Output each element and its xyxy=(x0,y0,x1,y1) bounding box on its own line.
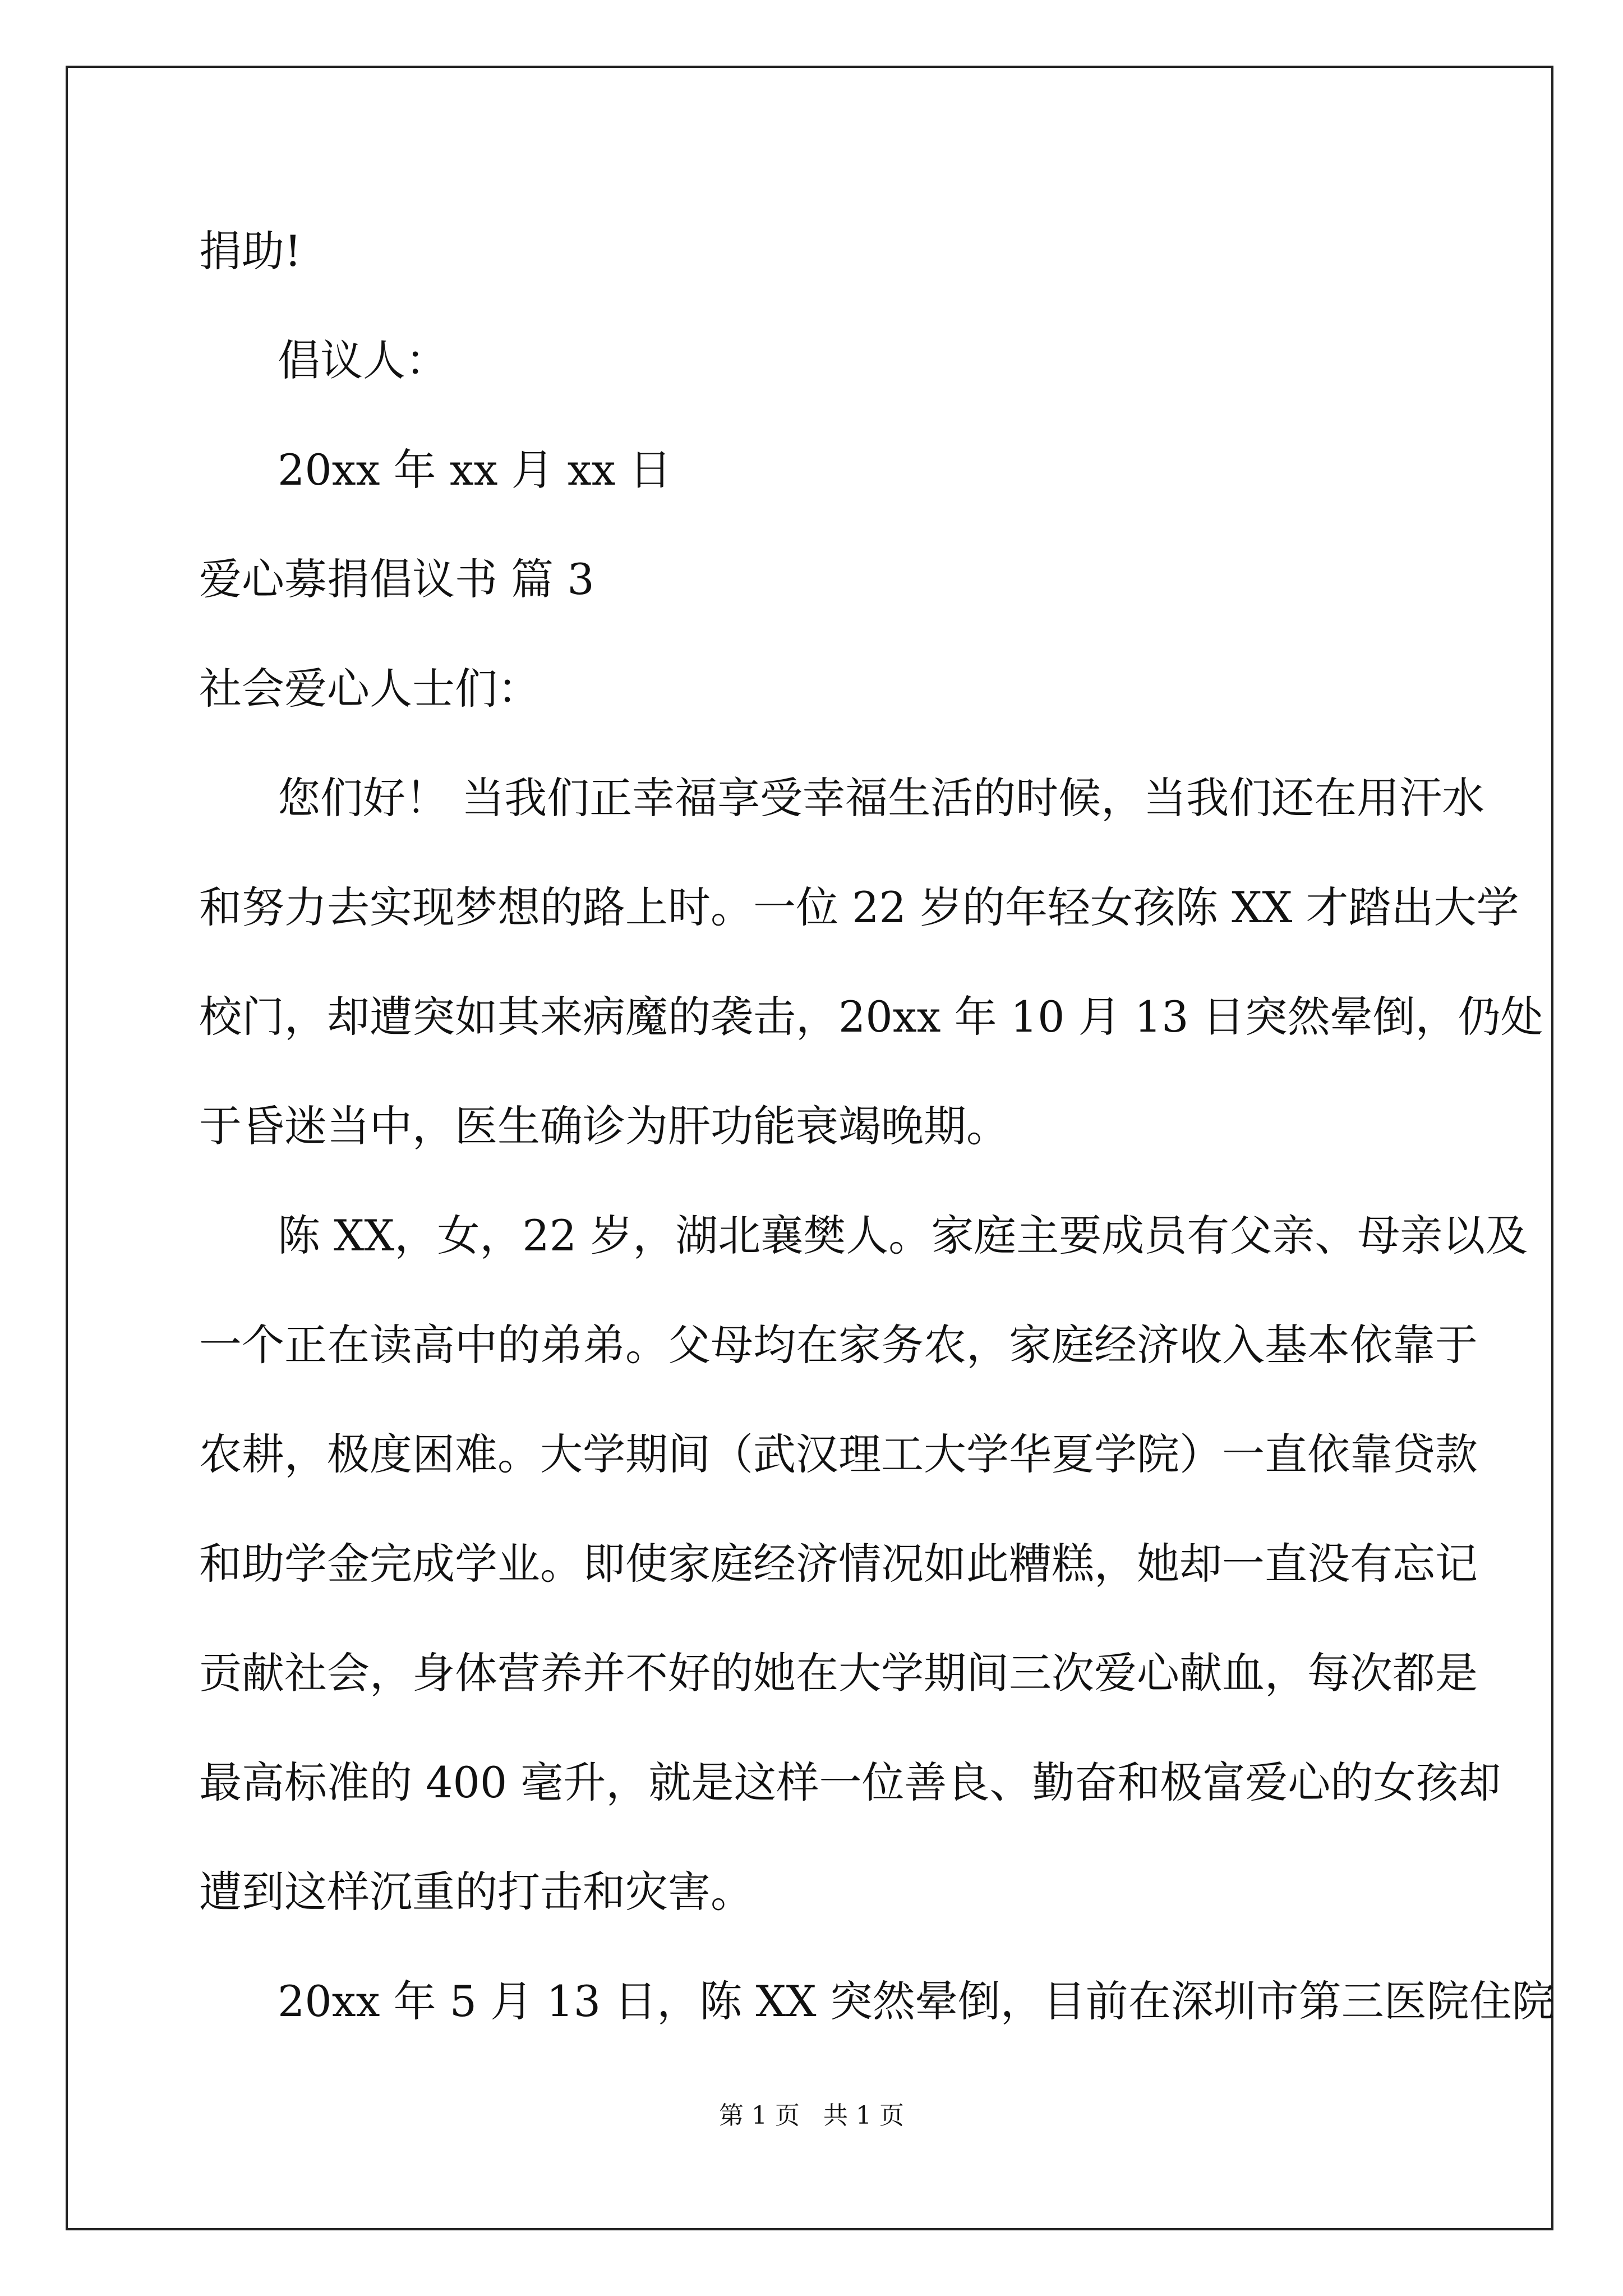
paragraph-line: 贡献社会，身体营养并不好的她在大学期间三次爱心献血，每次都是 xyxy=(199,1648,1478,1698)
paragraph-line: 于昏迷当中，医生确诊为肝功能衰竭晚期。 xyxy=(199,1101,1009,1151)
text-line: 20xx 年 xx 月 xx 日 xyxy=(278,445,672,495)
paragraph-line: 和助学金完成学业。即使家庭经济情况如此糟糕，她却一直没有忘记 xyxy=(199,1539,1478,1589)
paragraph-line: 遭到这样沉重的打击和灾害。 xyxy=(199,1867,753,1917)
page-footer: 第 1 页 共 1 页 xyxy=(719,2101,904,2130)
paragraph-line: 一个正在读高中的弟弟。父母均在家务农，家庭经济收入基本依靠于 xyxy=(199,1320,1478,1370)
text-line: 倡议人： xyxy=(278,335,448,385)
text-line: 捐助! xyxy=(199,226,302,276)
paragraph-line: 陈 XX，女，22 岁，湖北襄樊人。家庭主要成员有父亲、母亲以及 xyxy=(278,1211,1528,1260)
paragraph-line: 最高标准的 400 毫升，就是这样一位善良、勤奋和极富爱心的女孩却 xyxy=(199,1757,1501,1807)
paragraph-line: 20xx 年 5 月 13 日，陈 XX 突然晕倒，目前在深圳市第三医院住院 xyxy=(278,1976,1555,2026)
paragraph-line: 您们好！ 当我们正幸福享受幸福生活的时候，当我们还在用汗水 xyxy=(278,773,1485,823)
paragraph-line: 校门，却遭突如其来病魔的袭击，20xx 年 10 月 13 日突然晕倒，仍处 xyxy=(199,992,1543,1042)
paragraph-line: 农耕，极度困难。大学期间（武汉理工大学华夏学院）一直依靠贷款 xyxy=(199,1429,1478,1479)
salutation: 社会爱心人士们： xyxy=(199,664,540,714)
section-heading: 爱心募捐倡议书 篇 3 xyxy=(199,554,594,604)
paragraph-line: 和努力去实现梦想的路上时。一位 22 岁的年轻女孩陈 XX 才踏出大学 xyxy=(199,882,1519,932)
